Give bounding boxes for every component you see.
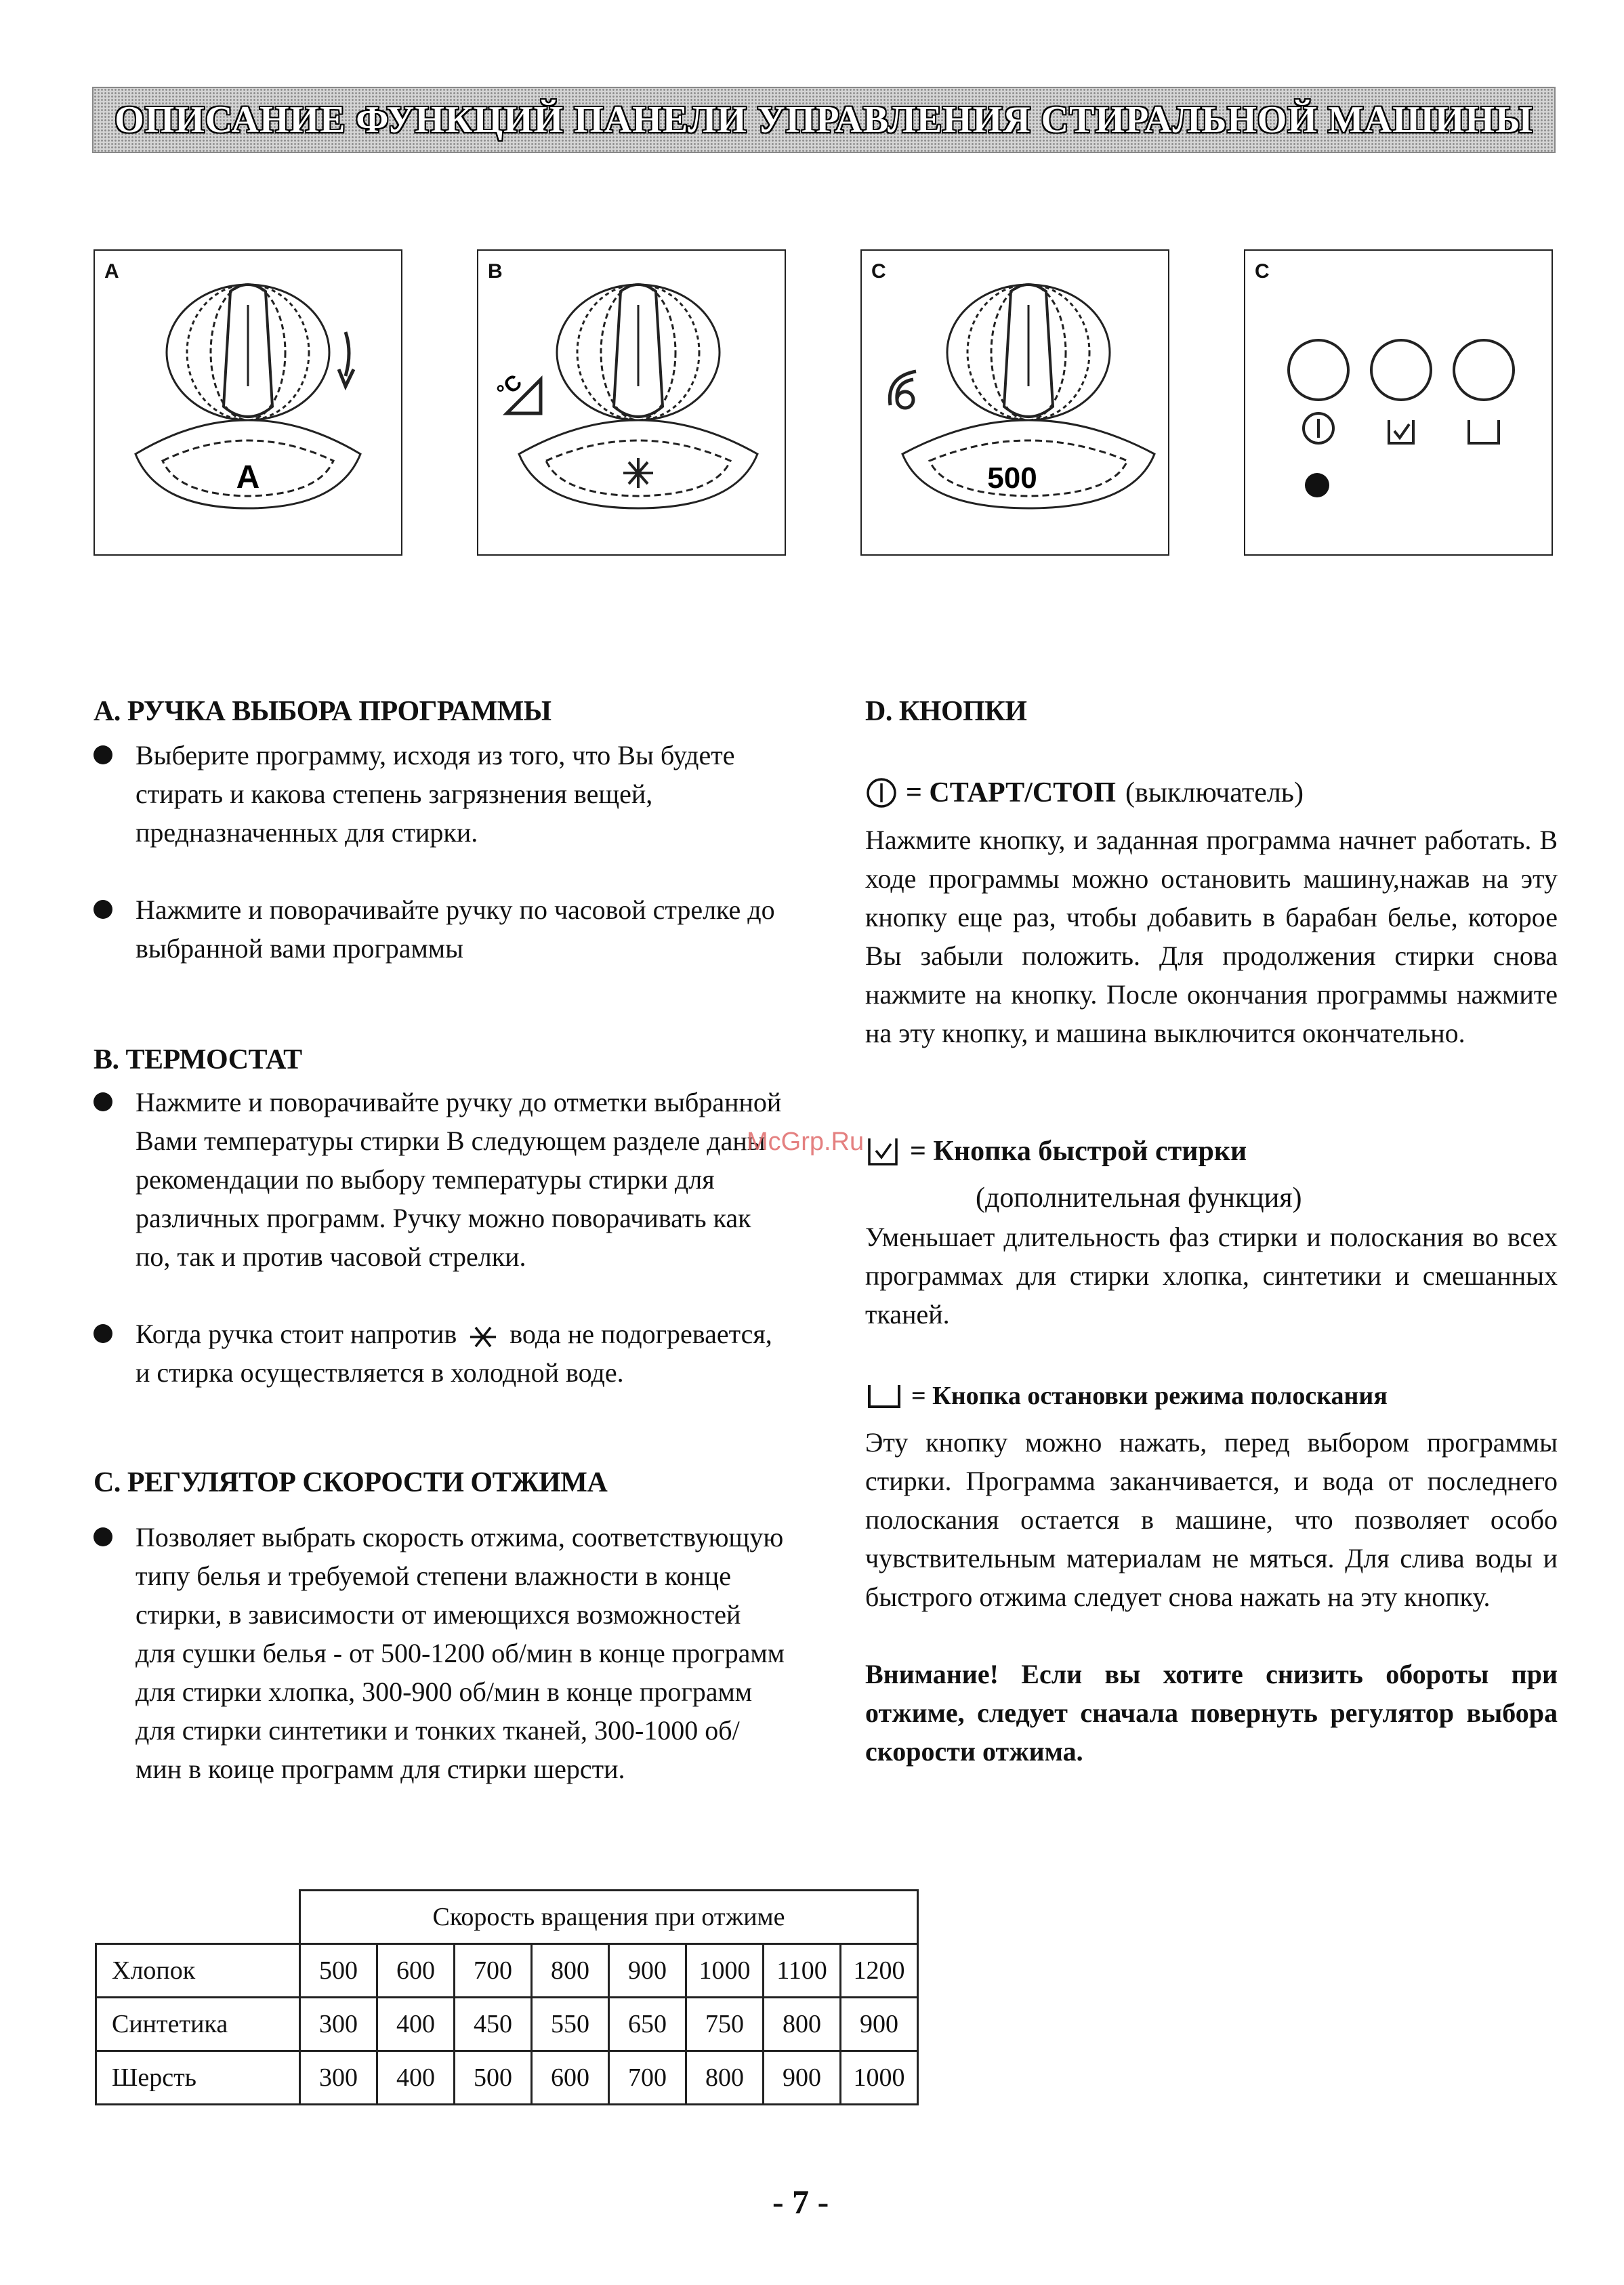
bullet-icon bbox=[93, 1324, 112, 1343]
table-cell: 1000 bbox=[841, 2051, 918, 2105]
start-stop-heading bbox=[865, 777, 1304, 809]
section-d-heading: D. КНОПКИ bbox=[865, 696, 1027, 727]
panel-d-buttons bbox=[1244, 249, 1553, 556]
table-cell: 300 bbox=[300, 2051, 377, 2105]
temperature-symbol: °C bbox=[492, 369, 526, 404]
row-label: Шерсть bbox=[96, 2051, 300, 2105]
bullet-icon bbox=[93, 1527, 112, 1546]
table-cell: 900 bbox=[609, 1944, 686, 1998]
dial-label-a: A bbox=[236, 459, 260, 495]
quick-wash-note: (дополнительная функция) bbox=[976, 1182, 1302, 1214]
row-label: Хлопок bbox=[96, 1944, 300, 1998]
section-b-bullet-2 bbox=[93, 1315, 785, 1392]
section-c-bullet bbox=[93, 1518, 785, 1788]
buttons-drawing bbox=[1245, 251, 1554, 557]
panel-tag: C bbox=[1255, 260, 1270, 283]
table-cell: 800 bbox=[764, 1998, 841, 2051]
quick-wash-heading bbox=[865, 1134, 1247, 1168]
title-banner bbox=[92, 87, 1556, 153]
thermostat-drawing bbox=[478, 251, 787, 557]
table-cell: 650 bbox=[609, 1998, 686, 2051]
spin-speed-table bbox=[95, 1889, 919, 2105]
watermark: McGrp.Ru bbox=[747, 1128, 865, 1156]
table-cell: 300 bbox=[300, 1998, 377, 2051]
table-cell: 1200 bbox=[841, 1944, 918, 1998]
panel-a-program-knob bbox=[93, 249, 402, 556]
warning-text: Внимание! Если вы хотите снизить обороты при отжиме, следует сначала повернуть регулятор выбора скорости отжима. bbox=[865, 1659, 1558, 1767]
snowflake-icon bbox=[467, 1325, 499, 1349]
table-cell: 400 bbox=[377, 2051, 455, 2105]
bullet-text-post: вода не подогревается, и стирка осуществляется в холодной воде. bbox=[136, 1319, 772, 1388]
section-a-heading: A. РУЧКА ВЫБОРА ПРОГРАММЫ bbox=[93, 696, 551, 727]
table-cell: 900 bbox=[764, 2051, 841, 2105]
rinse-hold-text: Эту кнопку можно нажать, перед выбором программы стирки. Программа заканчивается, и вода от последнего полоскания остается в машине, что позволяет особо чувствительным материалам не мяться. Для слива воды и быстрого отжима следует снова нажать на эту кнопку. bbox=[865, 1427, 1558, 1612]
table-cell: 1000 bbox=[686, 1944, 764, 1998]
table-header-row bbox=[96, 1891, 918, 1944]
section-a-bullet-2 bbox=[93, 890, 785, 968]
rinse-hold-heading bbox=[865, 1381, 1388, 1411]
table-cell: 500 bbox=[300, 1944, 377, 1998]
bullet-icon bbox=[93, 745, 112, 764]
spin-drawing bbox=[862, 251, 1171, 557]
quick-wash-icon bbox=[865, 1134, 902, 1168]
table-cell: 900 bbox=[841, 1998, 918, 2051]
table-corner bbox=[96, 1891, 300, 1944]
table-cell: 800 bbox=[532, 1944, 609, 1998]
table-cell: 700 bbox=[455, 1944, 532, 1998]
row-label: Синтетика bbox=[96, 1998, 300, 2051]
table-cell: 600 bbox=[377, 1944, 455, 1998]
bullet-text: Нажмите и поворачивайте ручку по часовой стрелке до выбранной вами программы bbox=[136, 894, 775, 964]
dial-label-c: 500 bbox=[987, 461, 1037, 495]
table-cell: 400 bbox=[377, 1998, 455, 2051]
panel-tag: B bbox=[488, 260, 503, 283]
bullet-text: Нажмите и поворачивайте ручку до отметки выбранной Вами температуры стирки В следующем разделе даны рекомендации по выбору температуры стирки для различных программ. Ручку можно поворачивать как по, так и против часовой стрелки. bbox=[136, 1087, 782, 1272]
table-row bbox=[96, 2051, 918, 2105]
start-stop-button-shape bbox=[1289, 340, 1348, 400]
section-a-bullet-1 bbox=[93, 736, 785, 852]
section-b-heading: B. ТЕРМОСТАТ bbox=[93, 1044, 302, 1075]
table-cell: 600 bbox=[532, 2051, 609, 2105]
table-cell: 750 bbox=[686, 1998, 764, 2051]
quick-wash-title: = Кнопка быстрой стирки bbox=[910, 1136, 1247, 1167]
table-cell: 500 bbox=[455, 2051, 532, 2105]
section-c-heading: C. РЕГУЛЯТОР СКОРОСТИ ОТЖИМА bbox=[93, 1467, 608, 1498]
bullet-text-pre: Когда ручка стоит напротив bbox=[136, 1319, 457, 1349]
page-title: ОПИСАНИЕ ФУНКЦИЙ ПАНЕЛИ УПРАВЛЕНИЯ СТИРАЛЬНОЙ МАШИНЫ bbox=[114, 99, 1533, 141]
start-stop-text: Нажмите кнопку, и заданная программа начнет работать. В ходе программы можно остановить машину,нажав на эту кнопку еще раз, чтобы добавить в барабан белье, которое Вы забыли положить. Для продолжения стирки снова нажмите на кнопку. После окончания программы нажмите на эту кнопку, и машина выключится окончательно. bbox=[865, 825, 1558, 1048]
start-stop-title: = СТАРТ/СТОП bbox=[906, 777, 1116, 808]
page-number: - 7 - bbox=[772, 2183, 829, 2221]
table-cell: 800 bbox=[686, 2051, 764, 2105]
panel-tag: C bbox=[871, 260, 886, 283]
bullet-text: Позволяет выбрать скорость отжима, соответствующую типу белья и требуемой степени влажности в конце стирки, в зависимости от имеющихся возможностей для сушки белья - от 500-1200 об/мин в конце программ для стирки хлопка, 300-900 об/мин в конце программ для стирки синтетики и тонких тканей, 300-1000 об/мин в коице программ для стирки шерсти. bbox=[136, 1522, 785, 1784]
table-cell: 1100 bbox=[764, 1944, 841, 1998]
table-cell: 550 bbox=[532, 1998, 609, 2051]
rinse-hold-button-shape bbox=[1454, 340, 1514, 400]
table-cell: 700 bbox=[609, 2051, 686, 2105]
section-b-bullet-1 bbox=[93, 1083, 785, 1276]
bullet-icon bbox=[93, 900, 112, 919]
quick-wash-text: Уменьшает длительность фаз стирки и полоскания во всех программах для стирки хлопка, синтетики и смешанных тканей. bbox=[865, 1222, 1558, 1330]
rinse-hold-icon bbox=[865, 1381, 903, 1411]
panel-b-thermostat bbox=[477, 249, 786, 556]
panel-tag: A bbox=[104, 260, 119, 283]
knob-drawing bbox=[95, 251, 404, 557]
bullet-text: Выберите программу, исходя из того, что Вы будете стирать и какова степень загрязнения вещей, предназначенных для стирки. bbox=[136, 740, 735, 848]
start-stop-note: (выключатель) bbox=[1125, 777, 1304, 808]
table-row bbox=[96, 1998, 918, 2051]
table-row bbox=[96, 1944, 918, 1998]
rinse-hold-title: = Кнопка остановки режима полоскания bbox=[911, 1382, 1388, 1410]
panel-c-spin-speed bbox=[860, 249, 1169, 556]
bullet-icon bbox=[93, 1092, 112, 1111]
table-header: Скорость вращения при отжиме bbox=[300, 1891, 918, 1944]
indicator-light bbox=[1305, 473, 1329, 497]
quick-wash-button-shape bbox=[1371, 340, 1431, 400]
table-cell: 450 bbox=[455, 1998, 532, 2051]
power-icon bbox=[865, 777, 898, 809]
